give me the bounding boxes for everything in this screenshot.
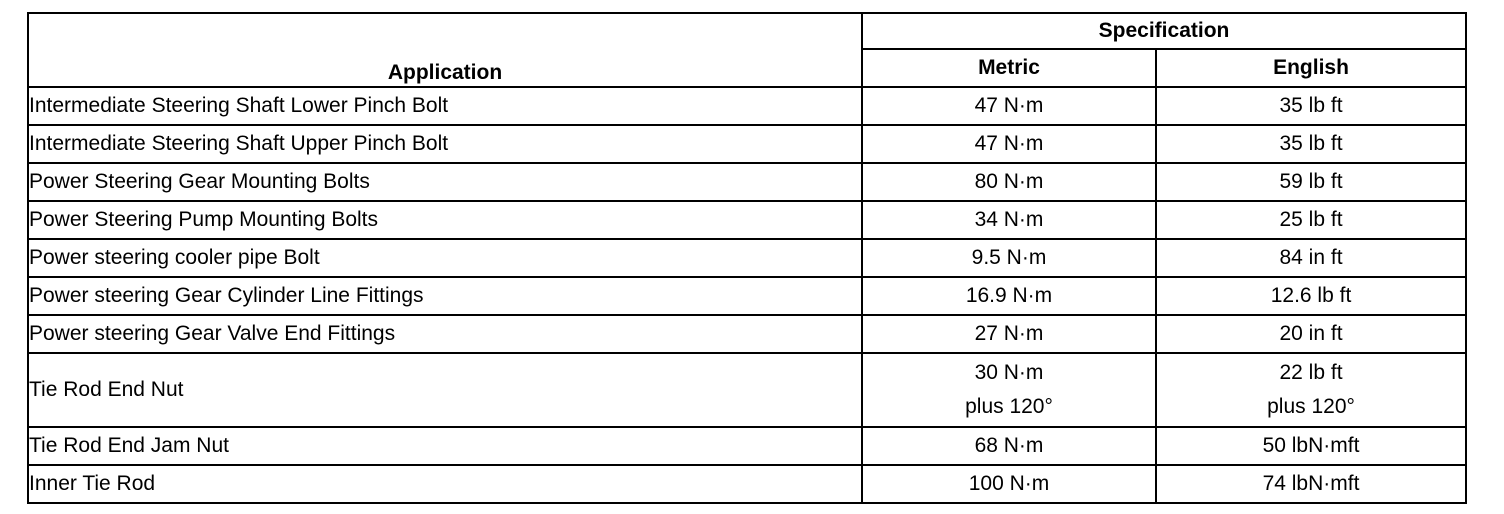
metric-cell: 16.9 N·m (862, 277, 1156, 315)
application-cell: Intermediate Steering Shaft Upper Pinch Bolt (28, 125, 862, 163)
application-cell: Tie Rod End Jam Nut (28, 427, 862, 465)
english-cell: 35 lb ft (1156, 125, 1466, 163)
application-cell: Inner Tie Rod (28, 465, 862, 503)
metric-cell: 100 N·m (862, 465, 1156, 503)
english-cell: 74 lbN·mft (1156, 465, 1466, 503)
application-cell: Power Steering Pump Mounting Bolts (28, 201, 862, 239)
english-cell (1156, 353, 1466, 427)
metric-cell (862, 353, 1156, 427)
table-row (28, 315, 1466, 353)
metric-cell: 27 N·m (862, 315, 1156, 353)
table-row (28, 163, 1466, 201)
application-cell: Power Steering Gear Mounting Bolts (28, 163, 862, 201)
english-angle-line: plus 120° (1267, 395, 1355, 418)
table-row (28, 125, 1466, 163)
metric-cell: 80 N·m (862, 163, 1156, 201)
english-cell: 12.6 lb ft (1156, 277, 1466, 315)
metric-header: Metric (862, 49, 1156, 87)
torque-spec-table (27, 12, 1467, 504)
metric-cell: 9.5 N·m (862, 239, 1156, 277)
metric-value-line: 30 N·m (974, 361, 1044, 384)
table-row (28, 87, 1466, 125)
table-row (28, 239, 1466, 277)
metric-angle-line: plus 120° (965, 395, 1053, 418)
table-row (28, 353, 1466, 427)
metric-cell: 47 N·m (862, 125, 1156, 163)
english-cell: 50 lbN·mft (1156, 427, 1466, 465)
specification-header: Specification (862, 13, 1466, 49)
english-cell: 84 in ft (1156, 239, 1466, 277)
application-header: Application (28, 13, 862, 87)
table-row (28, 465, 1466, 503)
application-cell: Power steering Gear Cylinder Line Fittings (28, 277, 862, 315)
metric-cell: 47 N·m (862, 87, 1156, 125)
table-row (28, 277, 1466, 315)
table-row (28, 427, 1466, 465)
english-cell: 20 in ft (1156, 315, 1466, 353)
english-cell: 25 lb ft (1156, 201, 1466, 239)
application-cell: Tie Rod End Nut (28, 353, 862, 427)
application-cell: Power steering Gear Valve End Fittings (28, 315, 862, 353)
english-cell: 59 lb ft (1156, 163, 1466, 201)
table-row (28, 201, 1466, 239)
english-cell: 35 lb ft (1156, 87, 1466, 125)
english-header: English (1156, 49, 1466, 87)
application-cell: Intermediate Steering Shaft Lower Pinch Bolt (28, 87, 862, 125)
metric-cell: 68 N·m (862, 427, 1156, 465)
english-value-line: 22 lb ft (1279, 361, 1343, 384)
metric-cell: 34 N·m (862, 201, 1156, 239)
application-cell: Power steering cooler pipe Bolt (28, 239, 862, 277)
